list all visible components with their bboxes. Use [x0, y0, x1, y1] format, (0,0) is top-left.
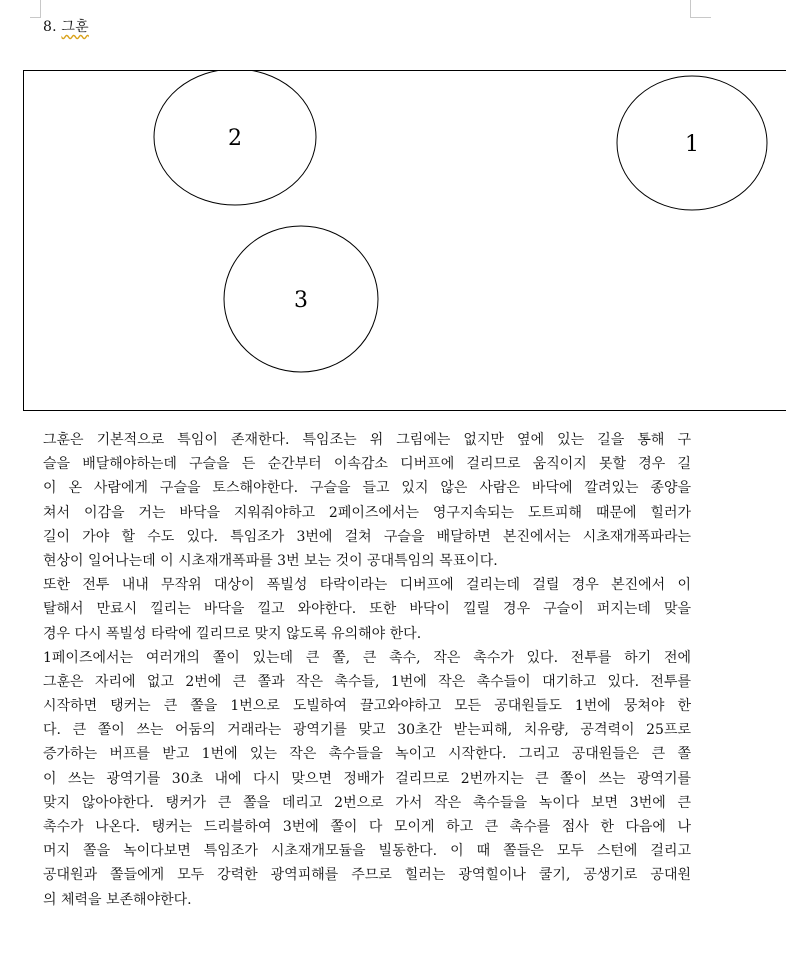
text-line: 1페이즈에서는 여러개의 쫄이 있는데 큰 쫄, 큰 촉수, 작은 촉수가 있다. 전투를 하기 전에: [43, 649, 691, 666]
text-line: 이 온 사람에게 구슬을 토스해야한다. 구슬을 들고 있지 않은 사람은 바닥에 깔려있는 종양을: [43, 480, 691, 497]
text-line: 이 쓰는 광역기를 30초 내에 다시 맞으면 정배가 걸리므로 2번까지는 큰 쫄이 쓰는 광역기를: [43, 770, 691, 787]
position-label-1: 1: [685, 132, 699, 157]
section-heading: [43, 16, 89, 36]
text-line: 맞지 않아야한다. 탱커가 큰 쫄을 데리고 2번으로 가서 작은 촉수들을 녹이다 보면 3번에 큰: [43, 794, 691, 811]
text-line: 증가하는 버프를 받고 1번에 있는 작은 촉수들을 녹이고 시작한다. 그리고 공대원들은 큰 쫄: [43, 746, 691, 763]
text-line: 현상이 일어나는데 이 시초재개폭파를 3번 보는 것이 공대특임의 목표이다.: [43, 552, 498, 569]
position-circle-3: [224, 226, 378, 372]
text-line: 또한 전투 내내 무작위 대상이 폭빌성 타락이라는 디버프에 걸리는데 걸릴 경우 본진에서 이: [43, 577, 691, 594]
text-line: 다. 큰 쫄이 쓰는 어둠의 거래라는 광역기를 맞고 30초간 받는피해, 치유량, 공격력이 25프로: [43, 722, 691, 739]
position-label-2: 2: [228, 126, 242, 151]
text-line: 공대원과 쫄들에게 모두 강력한 광역피해를 주므로 힐러는 광역힐이나 쿨기, 공생기로 공대원: [43, 867, 691, 884]
page-corner-mark-right: [690, 0, 711, 18]
text-line: 머지 쫄을 녹이다보면 특임조가 시초재개모듈을 빌동한다. 이 때 쫄들은 모두 스턴에 걸리고: [43, 843, 691, 860]
text-line: 의 체력을 보존해야한다.: [43, 891, 192, 908]
text-line: 그훈은 자리에 없고 2번에 큰 쫄과 작은 촉수들, 1번에 작은 촉수들이 대기하고 있다. 전투를: [43, 673, 691, 690]
text-line: 슬을 배달해야하는데 구슬을 든 순간부터 이속감소 디버프에 걸리므로 움직이지 못할 경우 길: [43, 456, 691, 473]
text-line: 쳐서 이감을 거는 바닥을 지워줘야하고 2페이즈에서는 영구지속되는 도트피해 때문에 힐러가: [43, 504, 691, 521]
text-line: 길이 가야 할 수도 있다. 특임조가 3번에 걸쳐 구슬을 배달하면 본진에서는 시초재개폭파라는: [43, 528, 691, 545]
section-title: 그훈: [61, 19, 89, 35]
position-diagram: [23, 70, 786, 411]
position-label-3: 3: [294, 288, 308, 313]
text-line: 촉수가 나온다. 탱커는 드리블하여 3번에 쫄이 다 모이게 하고 큰 촉수를 점사 한 다음에 나: [43, 819, 691, 835]
text-line: 시작하면 탱커는 큰 쫄을 1번으로 도빌하여 끌고와야하고 모든 공대원들도 1번에 뭉쳐야 한: [43, 698, 691, 715]
text-line: 그훈은 기본적으로 특임이 존재한다. 특임조는 위 그림에는 없지만 옆에 있는 길을 통해 구: [43, 432, 691, 448]
body-paragraphs: [43, 428, 691, 912]
diagram-canvas: [24, 71, 786, 412]
position-circle-2: [154, 71, 316, 205]
section-number: 8.: [43, 19, 57, 35]
position-circle-1: [617, 76, 767, 210]
text-line: 경우 다시 폭빌성 타락에 낄리므로 맞지 않도록 유의해야 한다.: [43, 625, 422, 642]
page-corner-mark-left: [30, 0, 41, 18]
text-line: 탈해서 만료시 낄리는 바닥을 낄고 와야한다. 또한 바닥이 낄릴 경우 구슬이 퍼지는데 맞을: [43, 601, 691, 618]
